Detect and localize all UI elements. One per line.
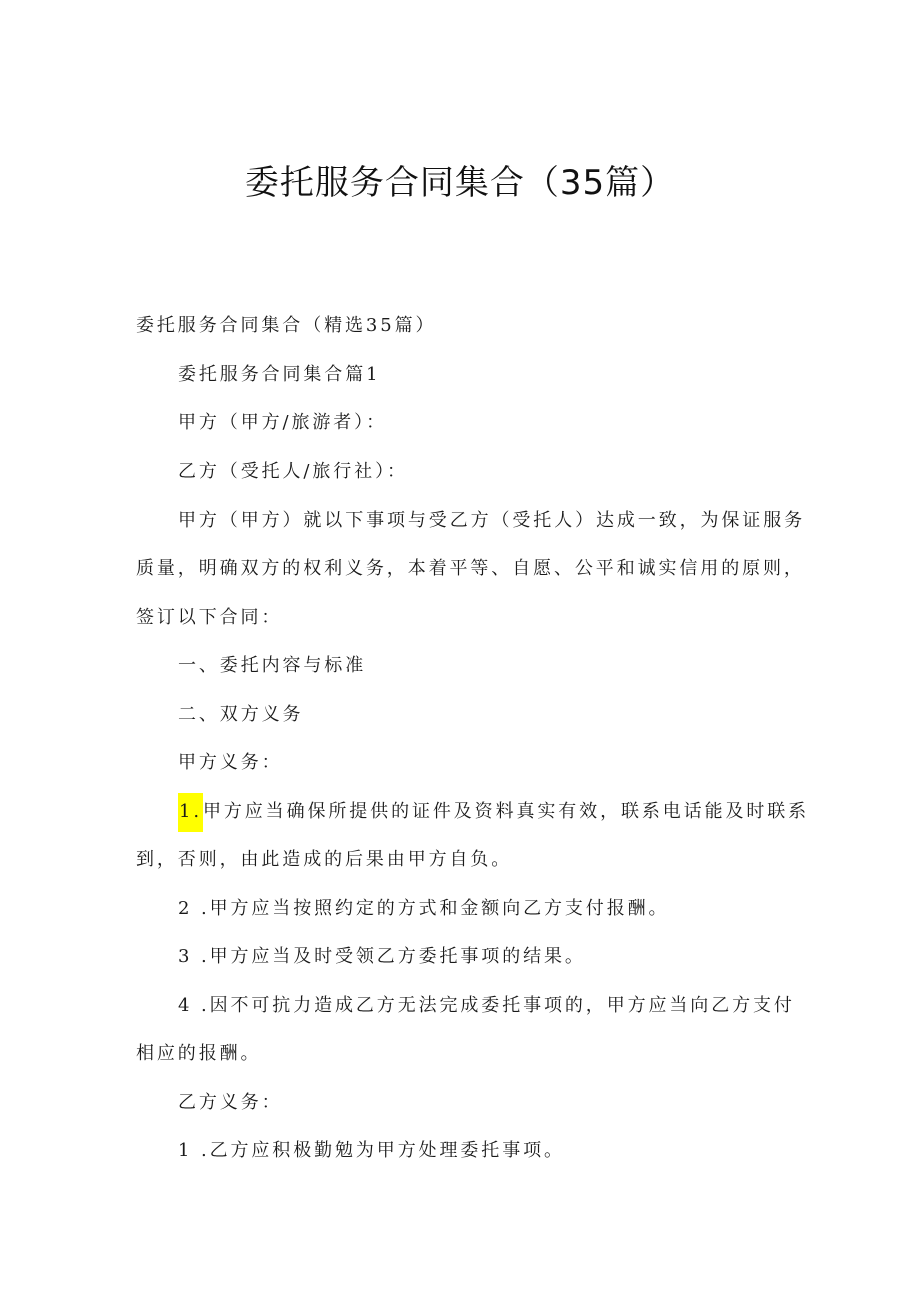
party-b-line: 乙方（受托人/旅行社）： <box>178 461 408 482</box>
party-b-duties-heading: 乙方义务： <box>178 1092 283 1113</box>
document-title: 委托服务合同集合（35篇） <box>244 163 676 203</box>
clause-heading: 二、双方义务 <box>178 704 304 725</box>
list-item: 1 .乙方应积极勤勉为甲方处理委托事项。 <box>178 1140 565 1161</box>
party-a-line: 甲方（甲方/旅游者）： <box>178 412 387 433</box>
intro-paragraph-line: 签订以下合同： <box>136 607 283 628</box>
intro-paragraph-line: 甲方（甲方）就以下事项与受乙方（受托人）达成一致，为保证服务 <box>178 510 805 531</box>
list-item: 3 .甲方应当及时受领乙方委托事项的结果。 <box>178 946 586 967</box>
clause-heading: 一、委托内容与标准 <box>178 655 367 676</box>
highlighted-number: 1. <box>178 793 203 832</box>
list-item-continuation: 到，否则，由此造成的后果由甲方自负。 <box>136 849 513 870</box>
list-item-text: 甲方应当确保所提供的证件及资料真实有效，联系电话能及时联系 <box>202 801 810 822</box>
list-item: 2 .甲方应当按照约定的方式和金额向乙方支付报酬。 <box>178 898 670 919</box>
list-item <box>178 798 809 826</box>
party-a-duties-heading: 甲方义务： <box>178 752 283 773</box>
list-item-continuation: 相应的报酬。 <box>136 1043 262 1064</box>
intro-paragraph-line: 质量，明确双方的权利义务，本着平等、自愿、公平和诚实信用的原则， <box>136 558 805 579</box>
section-heading: 委托服务合同集合篇1 <box>178 364 381 385</box>
list-item: 4 .因不可抗力造成乙方无法完成委托事项的，甲方应当向乙方支付 <box>178 995 795 1016</box>
document-subtitle: 委托服务合同集合（精选35篇） <box>136 315 437 336</box>
